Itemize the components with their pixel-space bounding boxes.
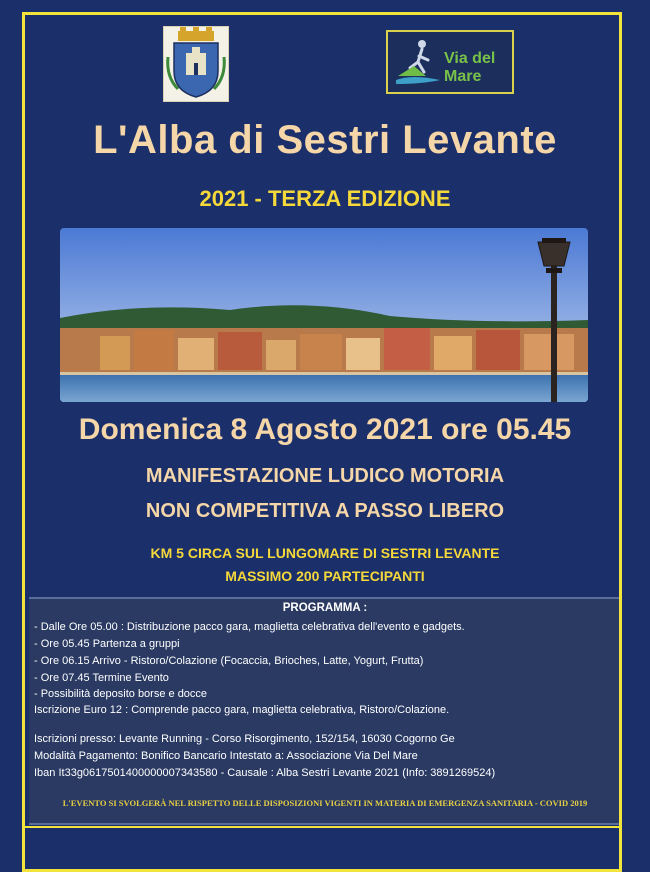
bay-photo <box>60 228 588 402</box>
via-del-mare-text: Via del Mare <box>444 50 496 85</box>
programma-line: - Ore 06.15 Arrivo - Ristoro/Colazione (Focaccia, Brioches, Latte, Yogurt, Frutta) <box>34 655 424 667</box>
registration-location: Iscrizioni presso: Levante Running - Corso Risorgimento, 152/154, 16030 Cogorno Ge <box>34 733 455 745</box>
programma-line: - Ore 07.45 Termine Evento <box>34 672 169 684</box>
payment-method: Modalità Pagamento: Bonifico Bancario Intestato a: Associazione Via Del Mare <box>34 750 418 762</box>
via-del-mare-logo <box>386 30 514 94</box>
event-subtitle-2: NON COMPETITIVA A PASSO LIBERO <box>145 500 505 522</box>
iban-info: Iban It33g0617501400000007343580 - Causale : Alba Sestri Levante 2021 (Info: 3891269524) <box>34 767 496 779</box>
city-crest-logo <box>163 26 229 102</box>
event-max-participants: MASSIMO 200 PARTECIPANTI <box>225 568 425 584</box>
registration-fee: Iscrizione Euro 12 : Comprende pacco gara, maglietta celebrativa, Ristoro/Colazione. <box>34 704 450 716</box>
programma-line: - Possibilità deposito borse e docce <box>34 688 208 700</box>
bottom-border <box>22 826 622 828</box>
event-distance: KM 5 CIRCA SUL LUNGOMARE DI SESTRI LEVANTE <box>150 545 500 561</box>
event-title: L'Alba di Sestri Levante <box>93 118 557 162</box>
covid-notice: L'EVENTO SI SVOLGERÀ NEL RISPETTO DELLE DISPOSIZIONI VIGENTI IN MATERIA DI EMERGENZA SANITARIA - COVID 2019 <box>62 798 588 808</box>
programma-line: - Ore 05.45 Partenza a gruppi <box>34 638 180 650</box>
event-subtitle-1: MANIFESTAZIONE LUDICO MOTORIA <box>145 465 505 487</box>
programma-line: - Dalle Ore 05.00 : Distribuzione pacco gara, maglietta celebrativa dell'evento e gadgets. <box>34 621 465 633</box>
edition-label: 2021 - TERZA EDIZIONE <box>199 186 451 211</box>
event-date: Domenica 8 Agosto 2021 ore 05.45 <box>78 413 572 446</box>
programma-heading: PROGRAMMA : <box>282 602 368 614</box>
